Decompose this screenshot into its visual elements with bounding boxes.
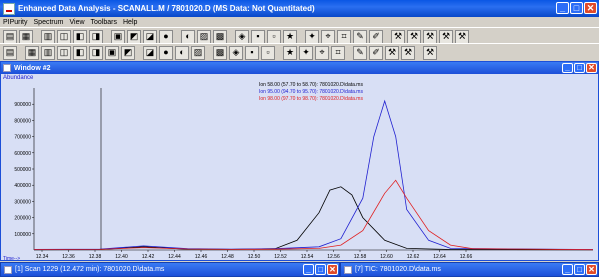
x-tick-label: 12.66 xyxy=(459,254,473,260)
close-button[interactable]: ✕ xyxy=(584,2,597,14)
y-tick-label: 100000 xyxy=(14,231,31,238)
print-icon[interactable]: ▦ xyxy=(19,30,33,44)
x-tick-label: 12.36 xyxy=(62,254,75,260)
ion3-icon[interactable]: ◫ xyxy=(57,46,71,60)
stop-icon[interactable]: ● xyxy=(159,30,173,44)
menu-help[interactable]: Help xyxy=(123,18,138,26)
lib8-icon[interactable]: ⚒ xyxy=(401,46,415,60)
grid-icon[interactable]: ▥ xyxy=(41,30,55,44)
plot-window-titlebar xyxy=(1,62,598,74)
menu-toolbars[interactable]: Toolbars xyxy=(90,18,117,26)
menu-spectrum[interactable]: Spectrum xyxy=(33,18,64,26)
task-scan-label: [1] Scan 1229 (12.472 min): 7801020.D\data.ms xyxy=(15,266,165,273)
chart-icon[interactable]: ▣ xyxy=(111,30,125,44)
toolbar-analysis xyxy=(0,43,599,61)
integrate3-icon[interactable]: ▪ xyxy=(245,46,259,60)
series-line-1 xyxy=(34,187,593,250)
layers-icon[interactable]: ◨ xyxy=(89,30,103,44)
app-icon xyxy=(3,3,15,15)
star-icon[interactable]: ★ xyxy=(283,30,297,44)
task-maximize-button[interactable]: □ xyxy=(315,264,326,275)
report-icon[interactable]: ✎ xyxy=(353,30,367,44)
y-tick-label: 900000 xyxy=(14,102,31,109)
series-line-3 xyxy=(34,180,593,249)
help-icon[interactable]: ⚒ xyxy=(423,46,437,60)
plot-minimize-button[interactable]: _ xyxy=(562,63,573,73)
tool-icon[interactable]: ◈ xyxy=(235,30,249,44)
y-tick-label: 700000 xyxy=(14,134,31,141)
x-tick-label: 12.34 xyxy=(35,254,49,260)
y-tick-label: 200000 xyxy=(14,215,31,222)
x-tick-label: 12.40 xyxy=(115,254,128,260)
menu-view[interactable]: View xyxy=(69,18,85,26)
y-tick-label: 300000 xyxy=(14,199,31,206)
x-tick-label: 12.64 xyxy=(433,254,446,260)
taskbar xyxy=(0,262,599,277)
lib7-icon[interactable]: ⚒ xyxy=(385,46,399,60)
x-tick-label: 12.54 xyxy=(300,254,314,260)
task-maximize-button[interactable]: □ xyxy=(574,264,585,275)
task-minimize-button[interactable]: _ xyxy=(303,264,314,275)
chromatogram-plot[interactable] xyxy=(1,74,598,260)
lib2-icon[interactable]: ✦ xyxy=(299,46,313,60)
x-tick-label: 12.42 xyxy=(141,254,155,260)
task-close-button[interactable]: ✕ xyxy=(327,264,338,275)
ion2-icon[interactable]: ▥ xyxy=(41,46,55,60)
scale4-icon[interactable]: ▨ xyxy=(191,46,205,60)
lib4-icon[interactable]: ⌗ xyxy=(331,46,345,60)
bar-icon[interactable]: ▫ xyxy=(267,30,281,44)
chromatogram-svg xyxy=(1,74,598,260)
ion7-icon[interactable]: ◩ xyxy=(121,46,135,60)
peak-icon[interactable]: ⌖ xyxy=(321,30,335,44)
task-minimize-button[interactable]: _ xyxy=(562,264,573,275)
swatch-icon[interactable]: ▩ xyxy=(213,30,227,44)
calc-icon[interactable]: ◪ xyxy=(143,30,157,44)
maximize-button[interactable]: □ xyxy=(570,2,583,14)
task-close-button[interactable]: ✕ xyxy=(586,264,597,275)
x-tick-label: 12.58 xyxy=(353,254,367,260)
menu-bar xyxy=(0,17,599,27)
x-tick-label: 12.60 xyxy=(380,254,393,260)
app-title: Enhanced Data Analysis - SCANALL.M / 7801020.D (MS Data: Not Quantitated) xyxy=(18,4,315,13)
plot-window xyxy=(0,61,599,261)
doc-icon[interactable]: ▤ xyxy=(3,30,17,44)
lib-icon[interactable]: ★ xyxy=(283,46,297,60)
table-icon[interactable]: ◫ xyxy=(57,30,71,44)
ion-icon[interactable]: ▦ xyxy=(25,46,39,60)
lib5-icon[interactable]: ✎ xyxy=(353,46,367,60)
scale-icon[interactable]: ◪ xyxy=(143,46,157,60)
y-axis-label: Abundance xyxy=(3,75,34,81)
task-tic-label: [7] TIC: 7801020.D\data.ms xyxy=(355,266,441,273)
integrate-icon[interactable]: ▩ xyxy=(213,46,227,60)
menu-pipurity[interactable]: PIPurity xyxy=(3,18,28,26)
y-tick-label: 600000 xyxy=(14,150,31,157)
crosshair-icon[interactable]: ▤ xyxy=(3,46,17,60)
y-tick-label: 400000 xyxy=(14,183,31,190)
task-tic-window[interactable] xyxy=(340,262,599,277)
legend-entry-2: Ion 95.00 (94.70 to 95.70): 7801020.D\data.ms xyxy=(259,89,363,95)
scale2-icon[interactable]: ● xyxy=(159,46,173,60)
app-titlebar xyxy=(0,0,599,17)
plot-window-title: Window #2 xyxy=(14,64,51,72)
x-tick-label: 12.38 xyxy=(88,254,102,260)
hammer4-icon[interactable]: ⚒ xyxy=(439,30,453,44)
scale3-icon[interactable]: ◐ xyxy=(175,46,189,60)
x-tick-label: 12.48 xyxy=(221,254,234,260)
lib6-icon[interactable]: ✐ xyxy=(369,46,383,60)
task-scan-window[interactable] xyxy=(0,262,340,277)
plot-close-button[interactable]: ✕ xyxy=(586,63,597,73)
peak2-icon[interactable]: ⌗ xyxy=(337,30,351,44)
ion5-icon[interactable]: ◨ xyxy=(89,46,103,60)
target-icon[interactable]: ✦ xyxy=(305,30,319,44)
color-icon[interactable]: ▨ xyxy=(197,30,211,44)
plot-maximize-button[interactable]: □ xyxy=(574,63,585,73)
y-tick-label: 800000 xyxy=(14,118,31,125)
x-tick-label: 12.44 xyxy=(168,254,181,260)
report2-icon[interactable]: ✐ xyxy=(369,30,383,44)
lib3-icon[interactable]: ⌖ xyxy=(315,46,329,60)
hammer-icon[interactable]: ⚒ xyxy=(391,30,405,44)
chrom-icon[interactable]: ◐ xyxy=(181,30,195,44)
flask-icon[interactable]: ◩ xyxy=(127,30,141,44)
hammer5-icon[interactable]: ⚒ xyxy=(455,30,469,44)
minimize-button[interactable]: _ xyxy=(556,2,569,14)
integrate2-icon[interactable]: ◈ xyxy=(229,46,243,60)
ion6-icon[interactable]: ▣ xyxy=(105,46,119,60)
x-tick-label: 12.52 xyxy=(274,254,287,260)
series-line-2 xyxy=(34,101,593,250)
x-tick-label: 12.62 xyxy=(406,254,420,260)
window-icon xyxy=(4,266,12,274)
x-tick-label: 12.50 xyxy=(247,254,261,260)
legend-entry-1: Ion 58.00 (57.70 to 58.70): 7801020.D\data.ms xyxy=(259,82,363,88)
window-icon xyxy=(344,266,352,274)
page-icon[interactable]: ▪ xyxy=(251,30,265,44)
hammer3-icon[interactable]: ⚒ xyxy=(423,30,437,44)
ion4-icon[interactable]: ◧ xyxy=(73,46,87,60)
binoculars-icon[interactable]: ◧ xyxy=(73,30,87,44)
x-axis-label: Time--> xyxy=(3,256,21,260)
integrate4-icon[interactable]: ▫ xyxy=(261,46,275,60)
legend-entry-3: Ion 98.00 (97.70 to 98.70): 7801020.D\data.ms xyxy=(259,96,363,102)
x-tick-label: 12.56 xyxy=(327,254,340,260)
y-tick-label: 500000 xyxy=(14,167,31,173)
hammer2-icon[interactable]: ⚒ xyxy=(407,30,421,44)
x-tick-label: 12.46 xyxy=(194,254,208,260)
window-icon xyxy=(3,64,11,72)
